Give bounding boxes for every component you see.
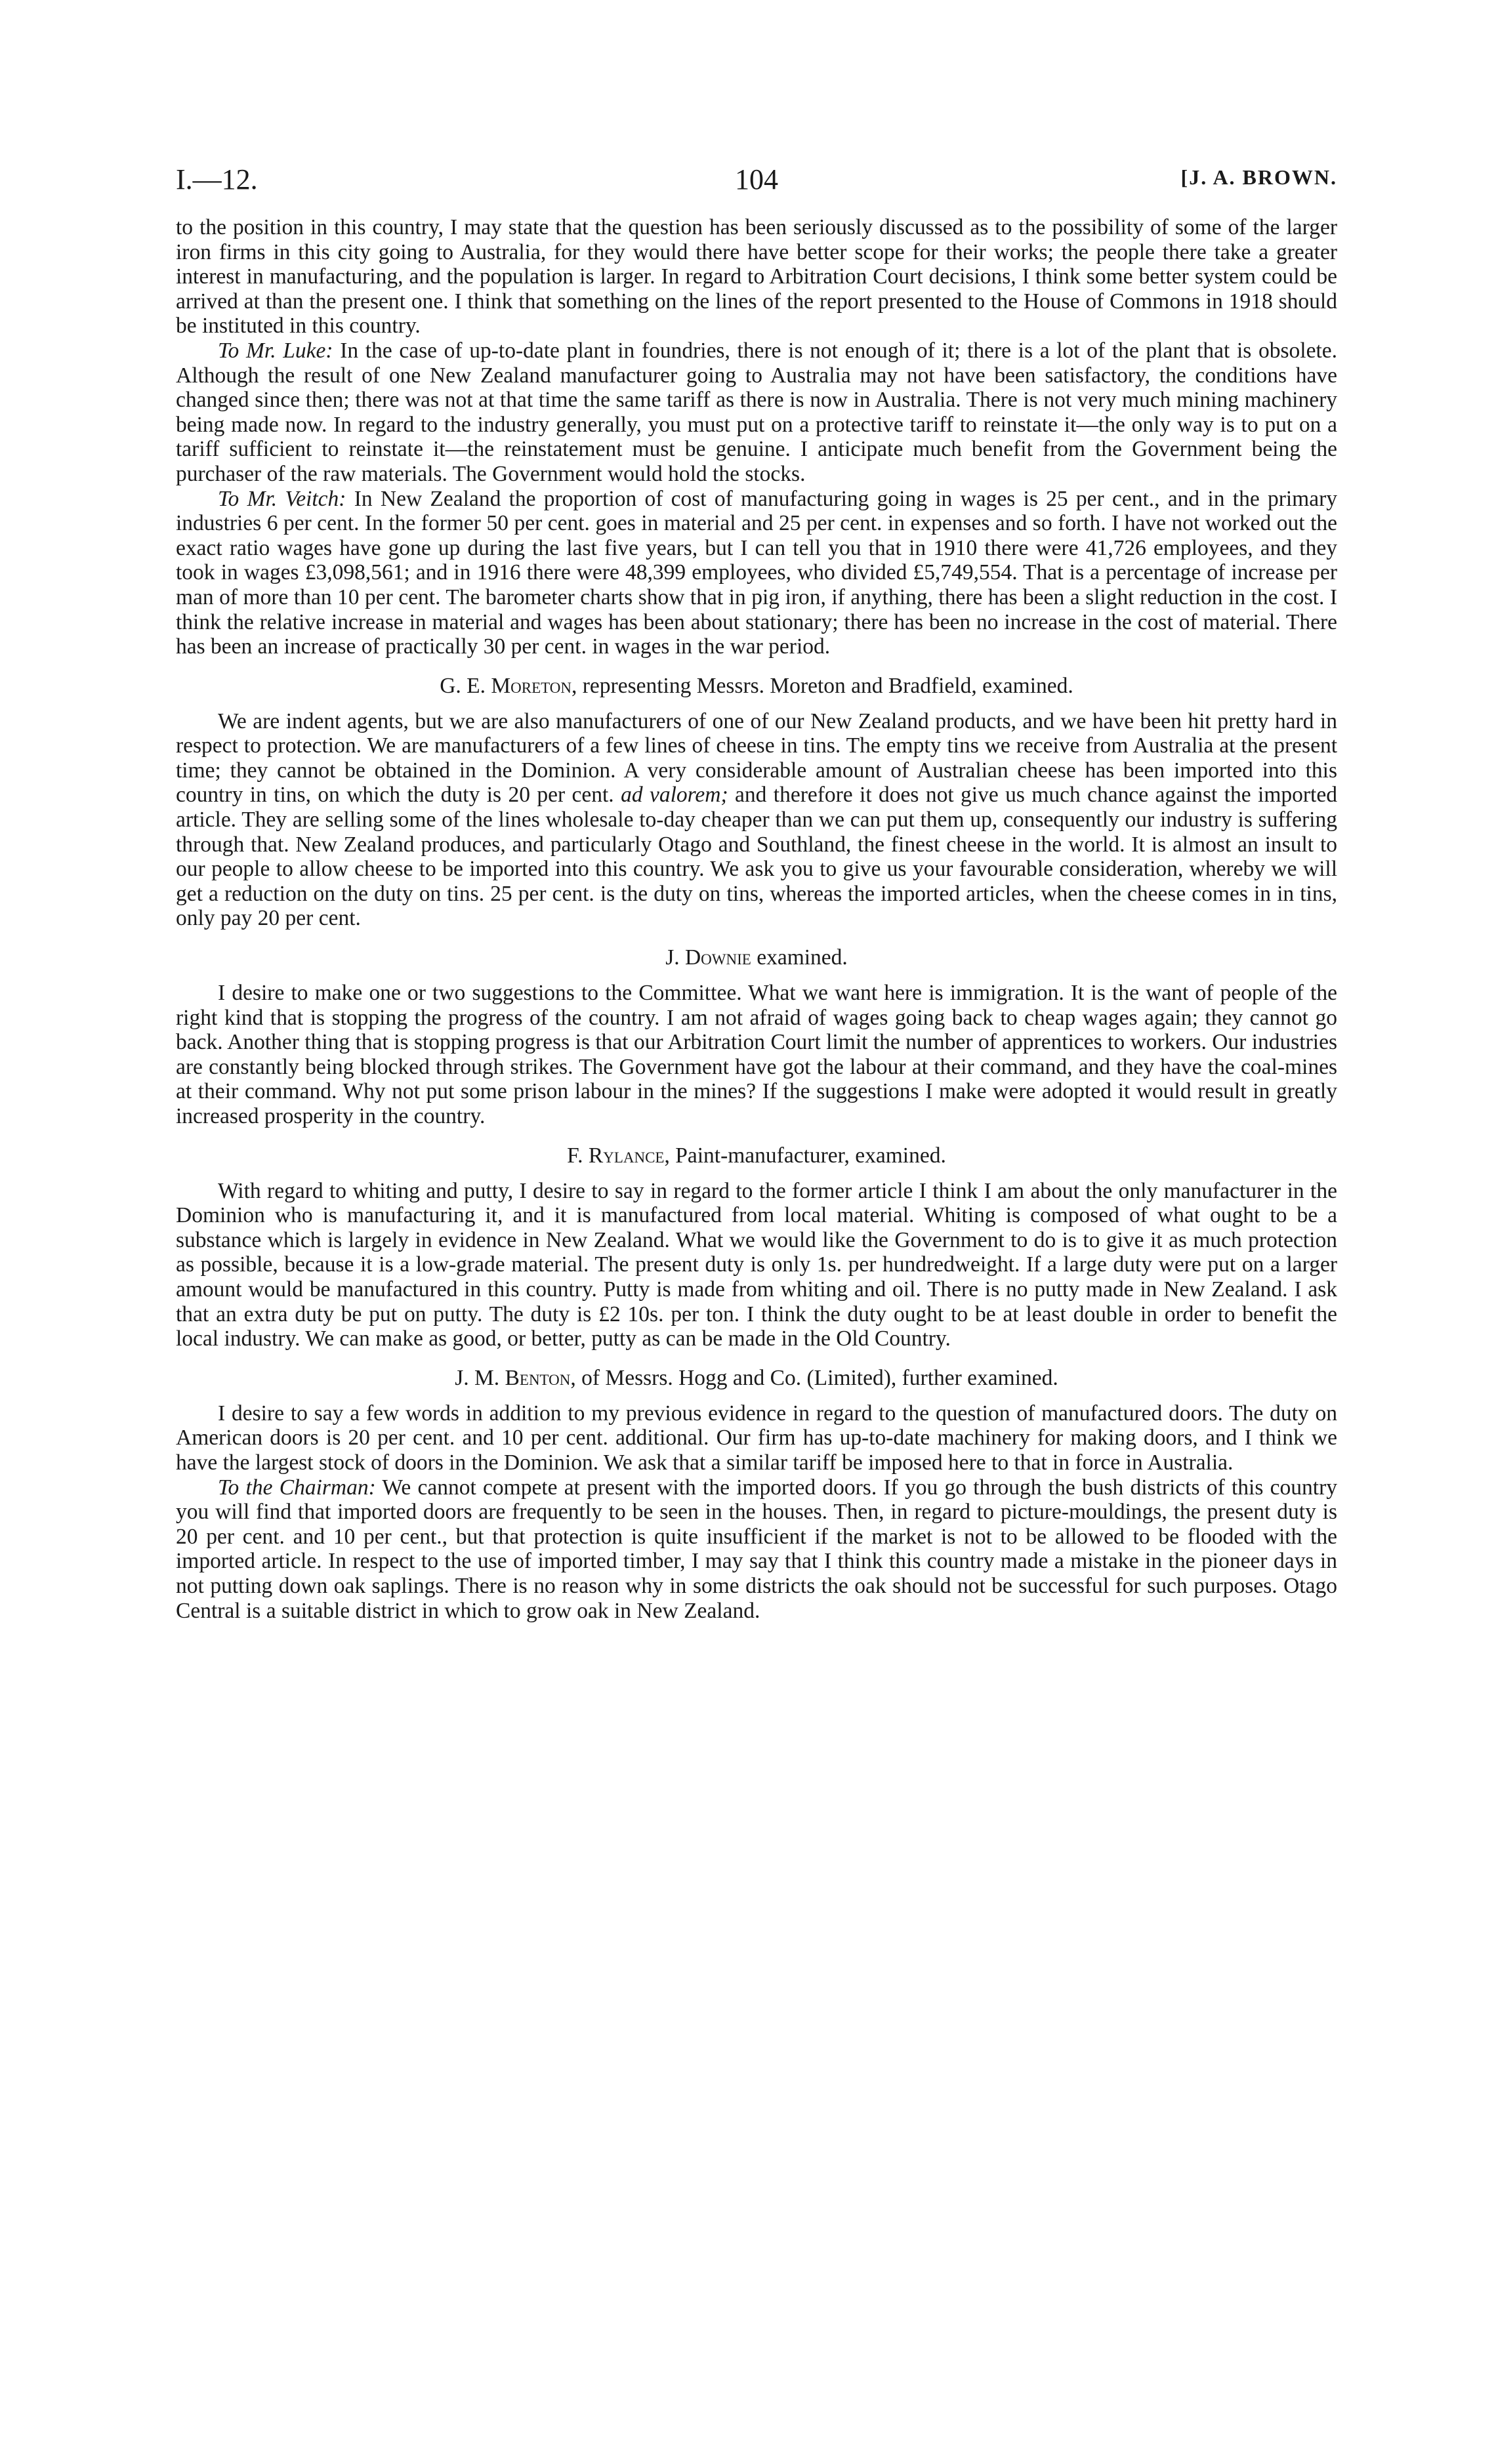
intro-paragraph: to the position in this country, I may state that the question has been seriously discussed as to the possibility of some of the larger iron firms in this city going to Australia, for they would there have better scope for their works; the people there take a greater interest in manufacturing, and the population is larger. In regard to Arbitration Court decisions, I think some better system could be arrived at than the present one. I think that something on the lines of the report presented to the House of Commons in 1918 should be instituted in this country. xyxy=(176,215,1337,339)
witness-surname: Benton xyxy=(505,1365,571,1390)
document-page xyxy=(176,163,1337,1623)
page-number: 104 xyxy=(735,163,778,195)
speaker-lead: To Mr. Luke: xyxy=(218,338,333,363)
witness-description: examined. xyxy=(751,945,848,970)
witness-description: , of Messrs. Hogg and Co. (Limited), further examined. xyxy=(570,1365,1058,1390)
witness-description: , representing Messrs. Moreton and Bradfield, examined. xyxy=(571,673,1073,698)
witness-heading-rylance xyxy=(176,1143,1337,1168)
latin-phrase: ad valorem; xyxy=(621,783,728,808)
witness-initials: G. E. xyxy=(440,673,491,698)
paragraph-text: We are indent agents, but we are also manufacturers of one of our New Zealand products, and we have been hit pretty hard in respect to protection. We are manufacturers of a few lines of cheese in tins. The empty tins we receive from Australia at the present time; they cannot be obtained in the Dominion. A very considerable amount of Australian cheese has been imported into this country in tins, on which the duty is 20 per cent. xyxy=(176,708,1337,808)
benton-paragraph: I desire to say a few words in addition to my previous evidence in regard to the question of manufactured doors. The duty on American doors is 20 per cent. and 10 per cent. additional. Our firm has up-to-date machinery for making doors, and I think we have the largest stock of doors in the Dominion. We ask that a similar tariff be imposed here to that in force in Australia. xyxy=(176,1401,1337,1475)
witness-description: , Paint-manufacturer, examined. xyxy=(664,1143,946,1168)
witness-heading-benton xyxy=(176,1366,1337,1391)
luke-paragraph xyxy=(176,339,1337,487)
witness-heading-moreton xyxy=(176,674,1337,699)
paragraph-text: We cannot compete at present with the imported doors. If you go through the bush districts of this country you will find that imported doors are frequently to be seen in the houses. Then, in regard to picture-mouldings, the present duty is 20 per cent. and 10 per cent., but that protection is quite insufficient if the market is not to be allowed to be flooded with the imported article. In respect to the use of imported timber, I may say that I think this country made a mistake in the pioneer days in not putting down oak saplings. There is no reason why in some districts the oak should not be successful for such purposes. Otago Central is a suitable district in which to grow oak in New Zealand. xyxy=(176,1475,1337,1623)
witness-initials: F. xyxy=(567,1143,589,1168)
moreton-paragraph xyxy=(176,709,1337,931)
witness-surname: Moreton xyxy=(491,673,572,698)
witness-running-head: [J. A. BROWN. xyxy=(1180,165,1337,189)
paragraph-text: In the case of up-to-date plant in foundries, there is not enough of it; there is a lot of the plant that is obsolete. Although the result of one New Zealand manufacturer going to Australia may not have been satisfactory, the conditions have changed since then; there was not at that time the same tariff as there is now in Australia. There is not very much mining machinery being made now. In regard to the industry generally, you must put on a protective tariff to reinstate it—the only way is to put on a tariff sufficient to reinstate it—the reinstatement must be genuine. I anticipate much benefit from the Government being the purchaser of the raw materials. The Government would hold the stocks. xyxy=(176,338,1337,486)
speaker-lead: To the Chairman: xyxy=(218,1475,376,1500)
rylance-paragraph: With regard to whiting and putty, I desire to say in regard to the former article I think I am about the only manufacturer in the Dominion who is manufacturing it, and it is manufactured from local material. Whiting is composed of what ought to be a substance which is largely in evidence in New Zealand. What we would like the Government to do is to give it as much protection as possible, because it is a low-grade material. The present duty is only 1s. per hundredweight. If a large duty were put on a larger amount would be manufactured in this country. Putty is made from whiting and oil. There is no putty made in New Zealand. I ask that an extra duty be put on putty. The duty is £2 10s. per ton. I think the duty ought to be at least double in order to benefit the local industry. We can make as good, or better, putty as can be made in the Old Country. xyxy=(176,1178,1337,1351)
benton-chairman-paragraph xyxy=(176,1475,1337,1624)
document-body xyxy=(176,215,1337,1623)
witness-surname: Downie xyxy=(684,945,751,970)
witness-initials: J. xyxy=(665,945,685,970)
page-header xyxy=(176,163,1337,202)
paragraph-text: In New Zealand the proportion of cost of manufacturing going in wages is 25 per cent., and in the primary industries 6 per cent. In the former 50 per cent. goes in material and 25 per cent. in expenses and so forth. I have not worked out the exact ratio wages have gone up during the last five years, but I can tell you that in 1910 there were 41,726 employees, and they took in wages £3,098,561; and in 1916 there were 48,399 employees, who divided £5,749,554. That is a percentage of increase per man of more than 10 per cent. The barometer charts show that in pig iron, if anything, there has been a slight reduction in the cost. I think the relative increase in material and wages has been about stationary; there has been no increase in the cost of material. There has been an increase of practically 30 per cent. in wages in the war period. xyxy=(176,486,1338,659)
witness-heading-downie xyxy=(176,945,1337,970)
veitch-paragraph xyxy=(176,487,1337,659)
paper-number: I.—12. xyxy=(176,163,258,195)
downie-paragraph: I desire to make one or two suggestions to the Committee. What we want here is immigration. It is the want of people of the right kind that is stopping the progress of the country. I am not afraid of wages going back to cheap wages again; they cannot go back. Another thing that is stopping progress is that our Arbitration Court limit the number of apprentices to workers. Our industries are constantly being blocked through strikes. The Government have got the labour at their command, and they have the coal-mines at their command. Why not put some prison labour in the mines? If the suggestions I make were adopted it would result in greatly increased prosperity in the country. xyxy=(176,981,1337,1128)
paragraph-text: and therefore it does not give us much chance against the imported article. They are selling some of the lines wholesale to-day cheaper than we can put them up, consequently our industry is suffering through that. New Zealand produces, and particularly Otago and Southland, the finest cheese in the world. It is almost an insult to our people to allow cheese to be imported into this country. We ask you to give us your favourable consideration, whereby we will get a reduction on the duty on tins. 25 per cent. is the duty on tins, whereas the imported articles, when the cheese comes in in tins, only pay 20 per cent. xyxy=(176,783,1337,931)
speaker-lead: To Mr. Veitch: xyxy=(218,486,346,511)
witness-surname: Rylance xyxy=(588,1143,665,1168)
witness-initials: J. M. xyxy=(455,1365,505,1390)
